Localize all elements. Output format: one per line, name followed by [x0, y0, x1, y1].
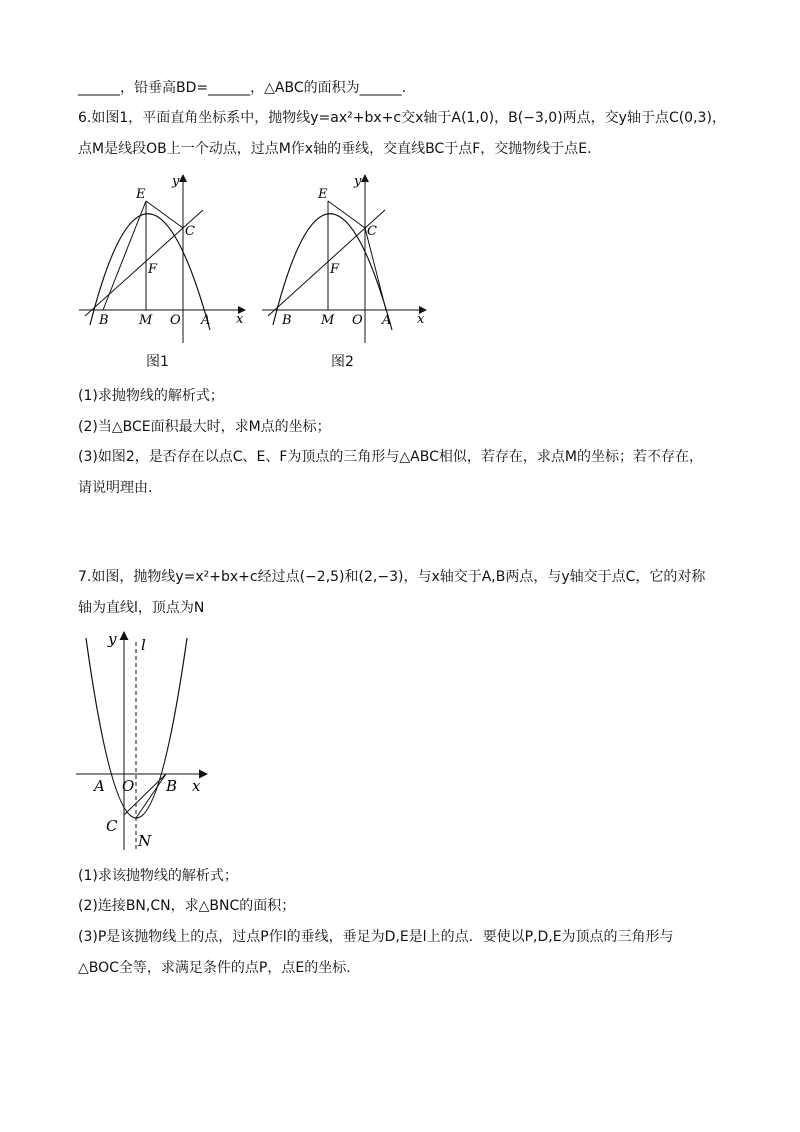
label-f: F: [148, 262, 158, 277]
q7-stem-line2: 轴为直线l，顶点为N: [78, 600, 205, 616]
label-x: x: [192, 777, 201, 795]
q6-stem-line2: 点M是线段OB上一个动点，过点M作x轴的垂线，交直线BC于点F，交抛物线于点E.: [78, 141, 592, 157]
q7-stem-line1: 7.如图，抛物线y=x²+bx+c经过点(−2,5)和(2,−3)，与x轴交于A,B两点，与y轴交于点C，它的对称: [78, 569, 706, 585]
q7-part2: (2)连接BN,CN，求△BNC的面积；: [78, 898, 296, 914]
label-o: O: [122, 777, 135, 795]
label-b: B: [282, 313, 292, 328]
segment-bn: [136, 774, 166, 818]
label-o: O: [170, 313, 181, 328]
label-a: A: [382, 313, 392, 328]
label-e: E: [318, 187, 328, 202]
label-f: F: [330, 262, 340, 277]
label-o: O: [352, 313, 363, 328]
label-b: B: [99, 313, 109, 328]
q7-part3-cont: △BOC全等，求满足条件的点P，点E的坐标.: [78, 960, 351, 976]
q7-part3: (3)P是该抛物线上的点，过点P作l的垂线，垂足为D,E是l上的点．要使以P,D,E为顶点的三角形与: [78, 929, 674, 945]
figure-q7: [72, 628, 217, 856]
figure-2: [258, 165, 433, 345]
q6-stem-line1: 6.如图1，平面直角坐标系中，抛物线y=ax²+bx+c交x轴于A(1,0)，B(−3,0)两点，交y轴于点C(0,3)，: [78, 110, 726, 126]
label-c: C: [185, 224, 195, 239]
segment-ca: [365, 228, 386, 310]
label-n: N: [138, 832, 152, 850]
label-y: y: [108, 630, 117, 648]
label-b: B: [166, 777, 178, 795]
label-y: y: [172, 174, 180, 189]
segment-be: [103, 201, 146, 310]
prev-question-tail: ______，铅垂高BD=______，△ABC的面积为______.: [78, 80, 407, 96]
q6-part3: (3)如图2，是否存在以点C、E、F为顶点的三角形与△ABC相似，若存在，求点M的坐标；若不存在，: [78, 449, 703, 465]
label-y: y: [354, 174, 362, 189]
label-e: E: [136, 187, 146, 202]
label-l: l: [141, 636, 146, 654]
figure-1: [75, 165, 250, 345]
label-a: A: [201, 313, 211, 328]
q6-part1: (1)求抛物线的解析式；: [78, 388, 224, 404]
label-c: C: [367, 224, 377, 239]
figure-1-caption: 图1: [146, 354, 169, 370]
figure-2-caption: 图2: [331, 354, 354, 370]
label-a: A: [94, 777, 105, 795]
q7-part1: (1)求该抛物线的解析式；: [78, 868, 238, 884]
label-m: M: [321, 313, 335, 328]
label-x: x: [417, 312, 425, 327]
q6-part2: (2)当△BCE面积最大时，求M点的坐标；: [78, 419, 331, 435]
label-x: x: [236, 312, 244, 327]
label-m: M: [139, 313, 153, 328]
q6-part3-cont: 请说明理由.: [78, 480, 153, 496]
label-c: C: [106, 817, 118, 835]
